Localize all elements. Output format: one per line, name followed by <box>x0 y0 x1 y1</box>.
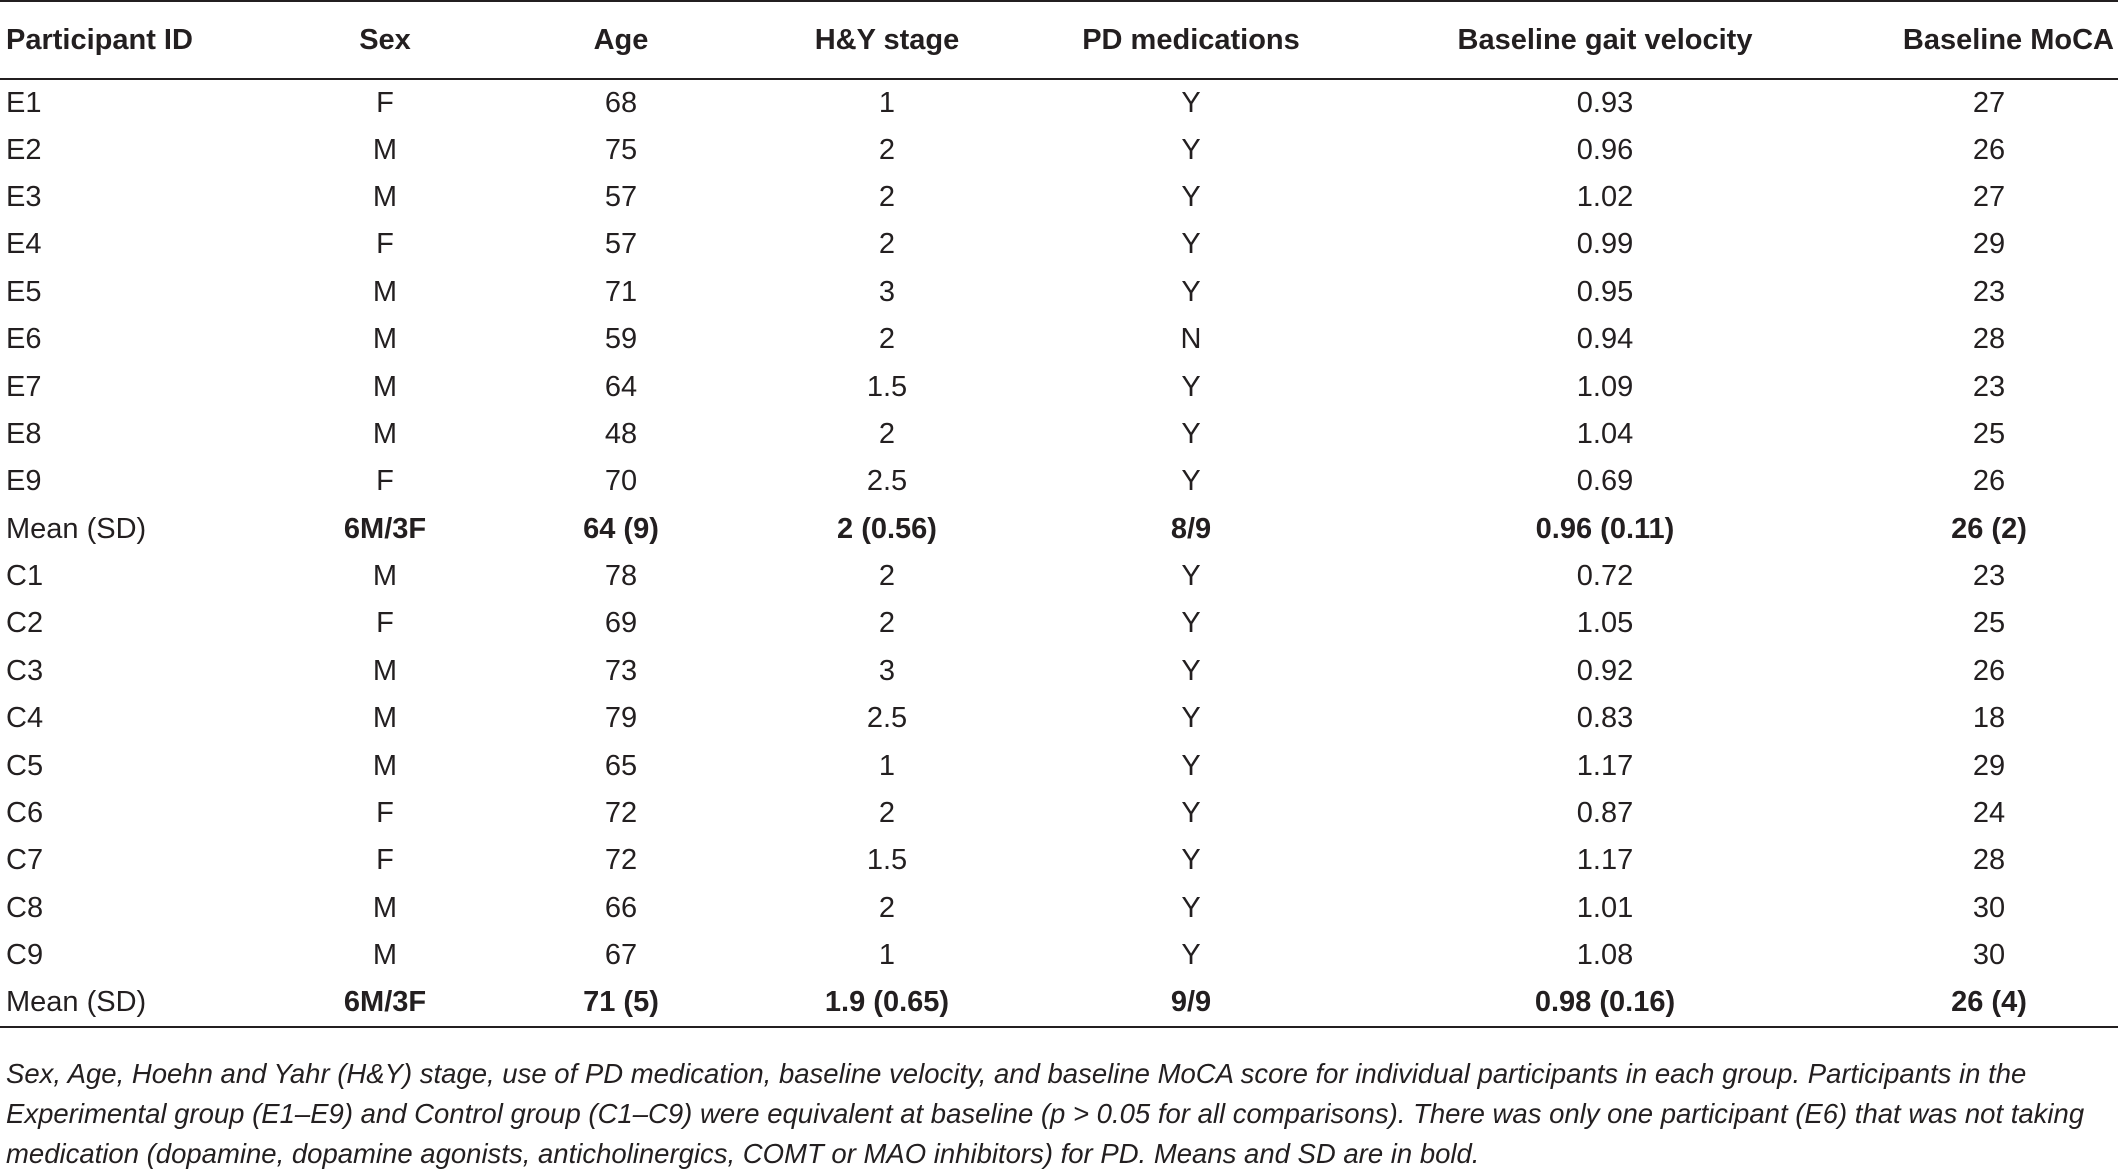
cell-age: 71 <box>604 275 638 308</box>
cell-participant-id: C6 <box>6 797 44 830</box>
cell-age: 65 <box>604 749 638 782</box>
cell-pd-medications: Y <box>1181 180 1201 213</box>
cell-hy-stage: 1 <box>878 86 896 119</box>
cell-baseline-gait-velocity: 1.09 <box>1576 370 1634 403</box>
header-age: Age <box>593 23 649 56</box>
cell-participant-id: C1 <box>6 560 44 593</box>
cell-pd-medications: Y <box>1181 370 1201 403</box>
cell-sex: M <box>372 891 398 924</box>
cell-pd-medications: Y <box>1181 939 1201 972</box>
cell-age: 71 (5) <box>583 986 659 1019</box>
cell-baseline-gait-velocity: 1.01 <box>1576 891 1634 924</box>
cell-participant-id: E1 <box>6 86 42 119</box>
cell-sex: F <box>376 228 394 261</box>
cell-baseline-moca: 25 <box>1972 607 2006 640</box>
cell-baseline-gait-velocity: 0.87 <box>1576 797 1634 830</box>
table-row <box>0 932 2118 979</box>
table-row <box>0 742 2118 789</box>
cell-baseline-moca: 29 <box>1972 749 2006 782</box>
cell-hy-stage: 1 <box>878 749 896 782</box>
cell-age: 72 <box>604 797 638 830</box>
cell-pd-medications: Y <box>1181 275 1201 308</box>
cell-sex: F <box>376 465 394 498</box>
table-header-row <box>0 1 2118 79</box>
table-row <box>0 695 2118 742</box>
cell-participant-id: E3 <box>6 180 42 213</box>
table-row <box>0 363 2118 410</box>
cell-participant-id: E6 <box>6 323 42 356</box>
cell-baseline-gait-velocity: 1.02 <box>1576 180 1634 213</box>
cell-hy-stage: 2 <box>878 797 896 830</box>
cell-baseline-gait-velocity: 1.04 <box>1576 417 1634 450</box>
cell-baseline-moca: 28 <box>1972 323 2006 356</box>
table-row <box>0 648 2118 695</box>
cell-baseline-gait-velocity: 0.72 <box>1576 560 1634 593</box>
cell-pd-medications: Y <box>1181 844 1201 877</box>
cell-participant-id: Mean (SD) <box>6 512 147 545</box>
cell-participant-id: C5 <box>6 749 44 782</box>
cell-pd-medications: Y <box>1181 797 1201 830</box>
cell-baseline-moca: 23 <box>1972 370 2006 403</box>
table-row <box>0 126 2118 173</box>
cell-baseline-gait-velocity: 1.05 <box>1576 607 1634 640</box>
cell-hy-stage: 2.5 <box>866 465 908 498</box>
cell-hy-stage: 2 (0.56) <box>837 512 937 545</box>
cell-sex: M <box>372 417 398 450</box>
header-pd-medications: PD medications <box>1082 23 1300 56</box>
header-sex: Sex <box>359 23 411 56</box>
cell-baseline-moca: 26 <box>1972 465 2006 498</box>
cell-hy-stage: 2 <box>878 417 896 450</box>
cell-baseline-moca: 26 (4) <box>1951 986 2027 1019</box>
cell-baseline-gait-velocity: 1.17 <box>1576 844 1634 877</box>
cell-sex: F <box>376 86 394 119</box>
cell-participant-id: C4 <box>6 702 44 735</box>
header-baseline-gait-velocity: Baseline gait velocity <box>1457 23 1753 56</box>
header-hy-stage: H&Y stage <box>814 23 960 56</box>
cell-baseline-gait-velocity: 0.96 <box>1576 133 1634 166</box>
cell-baseline-gait-velocity: 0.99 <box>1576 228 1634 261</box>
cell-participant-id: E8 <box>6 417 42 450</box>
table-row <box>0 600 2118 647</box>
cell-pd-medications: N <box>1180 323 1202 356</box>
cell-sex: M <box>372 654 398 687</box>
cell-baseline-moca: 23 <box>1972 560 2006 593</box>
cell-baseline-gait-velocity: 0.93 <box>1576 86 1634 119</box>
cell-sex: M <box>372 702 398 735</box>
cell-baseline-moca: 26 <box>1972 133 2006 166</box>
cell-sex: F <box>376 797 394 830</box>
cell-sex: 6M/3F <box>343 512 427 545</box>
cell-participant-id: E2 <box>6 133 42 166</box>
cell-sex: M <box>372 560 398 593</box>
cell-age: 66 <box>604 891 638 924</box>
cell-sex: M <box>372 275 398 308</box>
cell-participant-id: C9 <box>6 939 44 972</box>
table-caption: Sex, Age, Hoehn and Yahr (H&Y) stage, use of PD medication, baseline velocity, and baseline MoCA score for individual participants in each group. Participants in the Experimental group (E1–E9) and Control group (C1–C9) were equivalent at baseline (p > 0.05 for all comparisons). There was only one participant (E6) that was not taking medication (dopamine, dopamine agonists, anticholinergics, COMT or MAO inhibitors) for PD. Means and SD are in bold. <box>6 1058 2085 1169</box>
cell-sex: M <box>372 749 398 782</box>
cell-baseline-moca: 29 <box>1972 228 2006 261</box>
cell-participant-id: E5 <box>6 275 42 308</box>
cell-baseline-moca: 30 <box>1972 939 2006 972</box>
cell-pd-medications: Y <box>1181 654 1201 687</box>
cell-participant-id: E9 <box>6 465 42 498</box>
cell-hy-stage: 2.5 <box>866 702 908 735</box>
cell-age: 75 <box>604 133 638 166</box>
cell-age: 79 <box>604 702 638 735</box>
table-row <box>0 411 2118 458</box>
cell-age: 68 <box>604 86 638 119</box>
cell-hy-stage: 3 <box>878 654 896 687</box>
cell-pd-medications: 8/9 <box>1170 512 1212 545</box>
table-row <box>0 458 2118 505</box>
cell-pd-medications: Y <box>1181 417 1201 450</box>
cell-age: 57 <box>604 228 638 261</box>
cell-baseline-gait-velocity: 1.08 <box>1576 939 1634 972</box>
cell-participant-id: E7 <box>6 370 42 403</box>
cell-pd-medications: 9/9 <box>1170 986 1212 1019</box>
table-row-mean <box>0 506 2118 553</box>
cell-hy-stage: 2 <box>878 607 896 640</box>
cell-age: 73 <box>604 654 638 687</box>
cell-sex: F <box>376 607 394 640</box>
cell-participant-id: Mean (SD) <box>6 986 147 1019</box>
cell-baseline-moca: 26 (2) <box>1951 512 2027 545</box>
cell-hy-stage: 2 <box>878 228 896 261</box>
cell-participant-id: E4 <box>6 228 42 261</box>
cell-hy-stage: 1.5 <box>866 844 908 877</box>
cell-baseline-gait-velocity: 0.96 (0.11) <box>1535 512 1675 545</box>
cell-baseline-moca: 27 <box>1972 180 2006 213</box>
cell-baseline-gait-velocity: 1.17 <box>1576 749 1634 782</box>
cell-age: 59 <box>604 323 638 356</box>
cell-hy-stage: 2 <box>878 133 896 166</box>
table-row <box>0 174 2118 221</box>
table-row-mean <box>0 979 2118 1026</box>
cell-pd-medications: Y <box>1181 560 1201 593</box>
cell-baseline-gait-velocity: 0.94 <box>1576 323 1634 356</box>
cell-participant-id: C7 <box>6 844 44 877</box>
cell-age: 72 <box>604 844 638 877</box>
cell-age: 67 <box>604 939 638 972</box>
cell-baseline-gait-velocity: 0.83 <box>1576 702 1634 735</box>
cell-pd-medications: Y <box>1181 607 1201 640</box>
cell-baseline-moca: 23 <box>1972 275 2006 308</box>
table-row <box>0 221 2118 268</box>
header-participant-id: Participant ID <box>6 23 193 56</box>
cell-sex: M <box>372 133 398 166</box>
table-row <box>0 885 2118 932</box>
cell-age: 69 <box>604 607 638 640</box>
cell-hy-stage: 2 <box>878 560 896 593</box>
cell-baseline-moca: 27 <box>1972 86 2006 119</box>
table-row <box>0 837 2118 884</box>
header-baseline-moca: Baseline MoCA <box>1902 23 2114 56</box>
cell-hy-stage: 2 <box>878 323 896 356</box>
cell-baseline-moca: 30 <box>1972 891 2006 924</box>
cell-age: 48 <box>604 417 638 450</box>
cell-pd-medications: Y <box>1181 465 1201 498</box>
cell-age: 78 <box>604 560 638 593</box>
cell-baseline-gait-velocity: 0.69 <box>1576 465 1634 498</box>
cell-pd-medications: Y <box>1181 702 1201 735</box>
cell-hy-stage: 1.9 (0.65) <box>824 986 950 1019</box>
cell-baseline-moca: 24 <box>1972 797 2006 830</box>
cell-baseline-moca: 28 <box>1972 844 2006 877</box>
table-row <box>0 316 2118 363</box>
cell-pd-medications: Y <box>1181 133 1201 166</box>
cell-participant-id: C8 <box>6 891 44 924</box>
cell-sex: M <box>372 370 398 403</box>
table-row <box>0 79 2118 126</box>
cell-age: 64 <box>604 370 638 403</box>
cell-age: 57 <box>604 180 638 213</box>
cell-baseline-gait-velocity: 0.92 <box>1576 654 1634 687</box>
cell-sex: M <box>372 180 398 213</box>
cell-pd-medications: Y <box>1181 86 1201 119</box>
cell-pd-medications: Y <box>1181 749 1201 782</box>
cell-sex: 6M/3F <box>343 986 427 1019</box>
cell-baseline-moca: 26 <box>1972 654 2006 687</box>
cell-pd-medications: Y <box>1181 228 1201 261</box>
cell-baseline-gait-velocity: 0.98 (0.16) <box>1534 986 1676 1019</box>
table-row <box>0 790 2118 837</box>
table-body <box>0 79 2118 1027</box>
cell-hy-stage: 3 <box>878 275 896 308</box>
table-row <box>0 553 2118 600</box>
cell-age: 64 (9) <box>583 512 659 545</box>
cell-baseline-moca: 25 <box>1972 417 2006 450</box>
cell-hy-stage: 1 <box>878 939 896 972</box>
cell-baseline-gait-velocity: 0.95 <box>1576 275 1634 308</box>
cell-sex: F <box>376 844 394 877</box>
cell-hy-stage: 1.5 <box>866 370 908 403</box>
table-row <box>0 269 2118 316</box>
cell-hy-stage: 2 <box>878 891 896 924</box>
cell-participant-id: C3 <box>6 654 44 687</box>
cell-age: 70 <box>604 465 638 498</box>
cell-pd-medications: Y <box>1181 891 1201 924</box>
cell-participant-id: C2 <box>6 607 44 640</box>
cell-hy-stage: 2 <box>878 180 896 213</box>
cell-sex: M <box>372 939 398 972</box>
cell-sex: M <box>372 323 398 356</box>
cell-baseline-moca: 18 <box>1972 702 2006 735</box>
